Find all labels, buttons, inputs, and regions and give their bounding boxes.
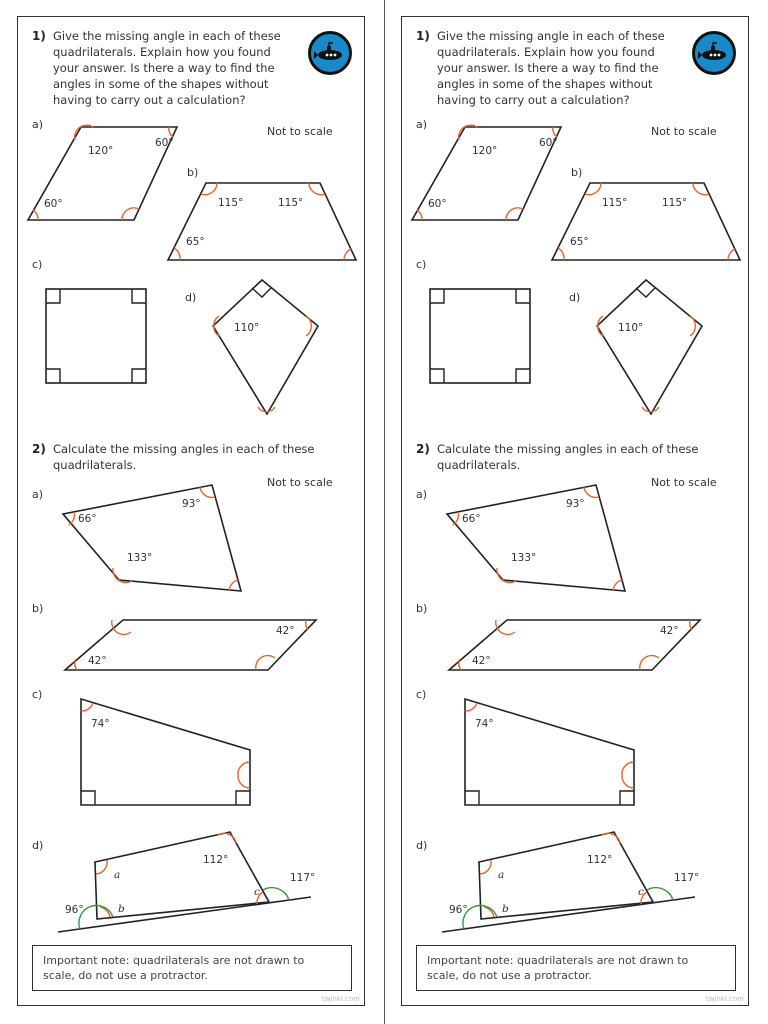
q2b-angle-42-right: 42°	[660, 625, 679, 637]
q1-part-c-label: c)	[32, 258, 43, 271]
shapes-canvas	[402, 17, 748, 1005]
q2b-angle-42-right: 42°	[276, 625, 295, 637]
q2d-unknown-c: c	[638, 886, 644, 898]
footer-mark: twinkl.com	[705, 995, 744, 1003]
question-2-number: 2)	[32, 442, 46, 456]
q2-part-c-label: c)	[32, 688, 43, 701]
q1-part-c-label: c)	[416, 258, 427, 271]
q2a-angle-93: 93°	[182, 498, 201, 510]
q1-part-b-label: b)	[187, 166, 199, 179]
q2d-unknown-a: a	[498, 869, 505, 881]
q2d-angle-112: 112°	[203, 854, 229, 866]
q1b-angle-115-left: 115°	[602, 197, 628, 209]
q1-part-a-label: a)	[32, 118, 44, 131]
q1a-angle-120: 120°	[472, 145, 498, 157]
q2d-angle-112: 112°	[587, 854, 613, 866]
worksheet-card-right	[401, 16, 749, 1006]
q2-part-a-label: a)	[416, 488, 428, 501]
q2c-quadrilateral	[465, 699, 634, 805]
important-note-box	[32, 945, 352, 991]
q2-part-b-label: b)	[32, 602, 44, 615]
q2a-quadrilateral	[447, 485, 625, 591]
question-2-number: 2)	[416, 442, 430, 456]
not-to-scale-label: Not to scale	[651, 125, 717, 138]
q2d-unknown-a: a	[114, 869, 121, 881]
q2-part-d-label: d)	[416, 839, 428, 852]
q2a-angle-66: 66°	[462, 513, 481, 525]
important-note-box	[416, 945, 736, 991]
q2d-unknown-b: b	[118, 903, 125, 915]
q2a-quadrilateral	[63, 485, 241, 591]
q2a-angle-93: 93°	[566, 498, 585, 510]
q2d-unknown-c: c	[254, 886, 260, 898]
q2d-unknown-b: b	[502, 903, 509, 915]
question-2-text: Calculate the missing angles in each of these quadrilaterals.	[53, 442, 315, 472]
q2b-angle-42-left: 42°	[472, 655, 491, 667]
q1b-angle-65: 65°	[186, 236, 205, 248]
q1c-square	[430, 289, 530, 383]
q2a-angle-66: 66°	[78, 513, 97, 525]
question-1-text: Give the missing angle in each of these quadrilaterals. Explain how you found your answer. Is there a way to find the angles in some of the shapes without having to carry out a calculation?	[437, 29, 665, 107]
q1d-kite	[213, 280, 318, 414]
note-line-1: Important note: quadrilaterals are not drawn to	[427, 954, 689, 967]
question-1-number: 1)	[32, 29, 46, 43]
q1a-angle-120: 120°	[88, 145, 114, 157]
q1a-angle-60-top: 60°	[155, 137, 174, 149]
q2d-angle-96: 96°	[65, 904, 84, 916]
note-line-1: Important note: quadrilaterals are not drawn to	[43, 954, 305, 967]
q1b-angle-115-left: 115°	[218, 197, 244, 209]
q2d-angle-96: 96°	[449, 904, 468, 916]
q1d-angle-110: 110°	[618, 322, 644, 334]
q2c-angle-74: 74°	[475, 718, 494, 730]
q2a-angle-133: 133°	[127, 552, 153, 564]
shapes-canvas	[18, 17, 364, 1005]
q1d-angle-110: 110°	[234, 322, 260, 334]
q2-part-d-label: d)	[32, 839, 44, 852]
q1-part-b-label: b)	[571, 166, 583, 179]
question-1-text: Give the missing angle in each of these quadrilaterals. Explain how you found your answer. Is there a way to find the angles in some of the shapes without having to carry out a calculation?	[53, 29, 281, 107]
q1d-kite	[597, 280, 702, 414]
q1-part-d-label: d)	[185, 291, 197, 304]
q2b-angle-42-left: 42°	[88, 655, 107, 667]
question-1-number: 1)	[416, 29, 430, 43]
q1-part-a-label: a)	[416, 118, 428, 131]
q2c-angle-74: 74°	[91, 718, 110, 730]
q1a-angle-60-bottom: 60°	[428, 198, 447, 210]
q2c-quadrilateral	[81, 699, 250, 805]
q1b-angle-115-right: 115°	[662, 197, 688, 209]
q1a-angle-60-bottom: 60°	[44, 198, 63, 210]
footer-mark: twinkl.com	[321, 995, 360, 1003]
not-to-scale-label-2: Not to scale	[651, 476, 717, 489]
q1b-trapezium	[552, 183, 740, 260]
q1a-angle-60-top: 60°	[539, 137, 558, 149]
q2a-angle-133: 133°	[511, 552, 537, 564]
q1b-angle-115-right: 115°	[278, 197, 304, 209]
note-line-2: scale, do not use a protractor.	[43, 969, 208, 982]
q1b-trapezium	[168, 183, 356, 260]
cut-line	[384, 0, 385, 1024]
q2-part-a-label: a)	[32, 488, 44, 501]
q2-part-b-label: b)	[416, 602, 428, 615]
not-to-scale-label: Not to scale	[267, 125, 333, 138]
q1-part-d-label: d)	[569, 291, 581, 304]
q2d-angle-117: 117°	[674, 872, 700, 884]
q2-part-c-label: c)	[416, 688, 427, 701]
note-line-2: scale, do not use a protractor.	[427, 969, 592, 982]
question-2-text: Calculate the missing angles in each of these quadrilaterals.	[437, 442, 699, 472]
not-to-scale-label-2: Not to scale	[267, 476, 333, 489]
worksheet-card-left	[17, 16, 365, 1006]
q2d-angle-117: 117°	[290, 872, 316, 884]
q1b-angle-65: 65°	[570, 236, 589, 248]
q1c-square	[46, 289, 146, 383]
